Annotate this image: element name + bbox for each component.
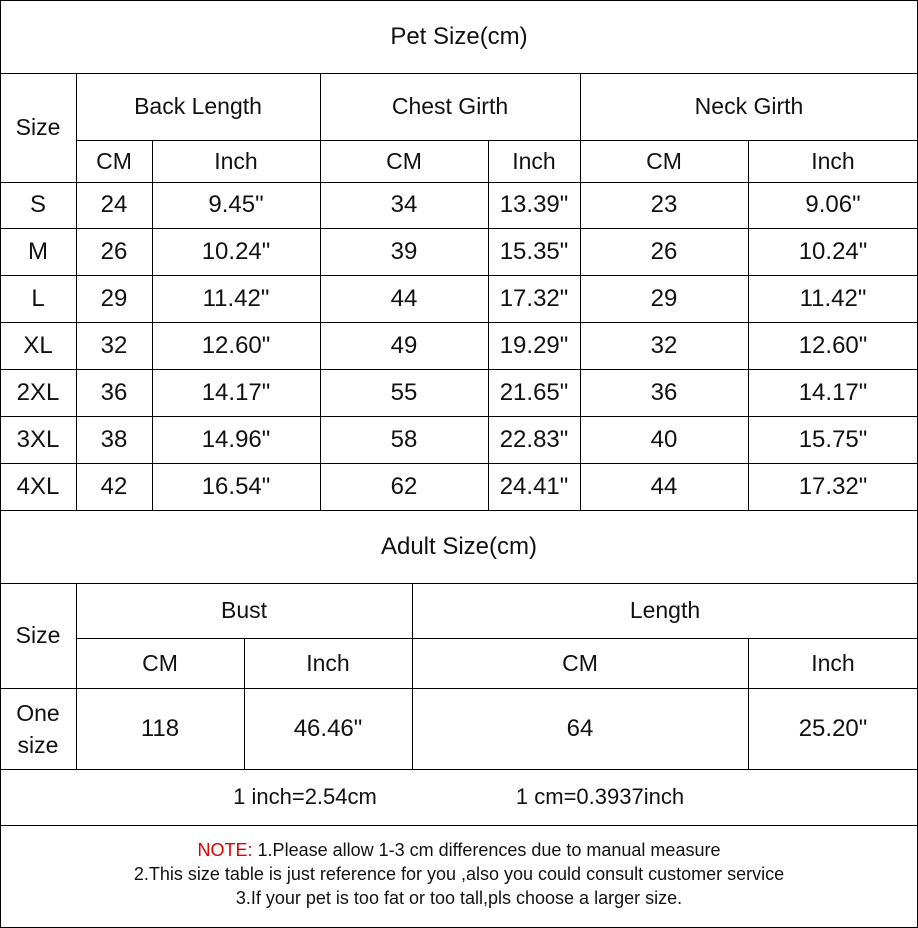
table-cell: 14.17"	[798, 378, 868, 406]
size-label: 4XL	[16, 472, 60, 500]
table-cell: 10.24"	[798, 237, 868, 265]
table-cell: 42	[100, 472, 128, 500]
neck-girth-header: Neck Girth	[694, 93, 804, 119]
unit-header: CM	[646, 147, 682, 174]
table-cell: 14.96"	[201, 425, 271, 453]
size-label: XL	[23, 331, 53, 359]
table-cell: 13.39"	[499, 191, 569, 218]
size-label: 3XL	[16, 425, 60, 453]
length-header: Length	[629, 597, 701, 623]
table-cell: 55	[390, 378, 418, 406]
conversion-inch-to-cm: 1 inch=2.54cm	[233, 784, 377, 809]
table-cell: 34	[390, 191, 418, 218]
unit-header: Inch	[811, 649, 855, 676]
table-cell: 15.75"	[798, 425, 868, 453]
table-cell: 11.42"	[799, 284, 867, 312]
table-cell: 19.29"	[499, 331, 569, 359]
table-cell: 29	[100, 284, 128, 312]
table-cell: 21.65"	[499, 378, 569, 406]
table-cell: 29	[650, 284, 678, 312]
chest-girth-header: Chest Girth	[391, 93, 509, 119]
note-line-3: 3.If your pet is too fat or too tall,pls choose a larger size.	[235, 888, 683, 908]
unit-header: Inch	[214, 147, 258, 174]
table-cell: 118	[140, 714, 180, 742]
back-length-header: Back Length	[134, 93, 262, 119]
unit-header: CM	[142, 649, 178, 676]
pet-size-title: Pet Size(cm)	[390, 22, 528, 50]
table-cell: 9.06"	[805, 191, 861, 218]
table-cell: 40	[650, 425, 678, 453]
note-text: 1.Please allow 1-3 cm differences due to manual measure	[252, 840, 721, 860]
table-cell: 17.32"	[499, 284, 569, 312]
table-cell: 44	[650, 472, 678, 500]
table-cell: 62	[390, 472, 418, 500]
pet-size-header: Size	[15, 114, 61, 140]
size-label: L	[31, 284, 45, 312]
table-cell: 12.60"	[798, 331, 868, 359]
table-cell: 23	[650, 191, 678, 218]
bust-header: Bust	[220, 597, 268, 623]
table-cell: 36	[100, 378, 128, 406]
table-cell: 12.60"	[201, 331, 271, 359]
table-cell: 24.41"	[499, 472, 569, 500]
size-label: S	[29, 191, 46, 218]
adult-size-header: Size	[15, 622, 61, 648]
table-cell: 39	[390, 237, 418, 265]
table-cell: 25.20"	[798, 714, 868, 742]
unit-header: Inch	[306, 649, 350, 676]
table-cell: 49	[390, 331, 418, 359]
note-label: NOTE:	[197, 840, 253, 860]
table-cell: 17.32"	[798, 472, 868, 500]
table-cell: 22.83"	[499, 425, 569, 453]
table-cell: 9.45"	[208, 191, 264, 218]
conversion-cm-to-inch: 1 cm=0.3937inch	[515, 784, 685, 809]
table-cell: 58	[390, 425, 418, 453]
unit-header: CM	[562, 649, 598, 676]
table-cell: 38	[100, 425, 128, 453]
table-cell: 14.17"	[201, 378, 271, 406]
unit-header: CM	[386, 147, 422, 174]
size-label: M	[28, 237, 48, 265]
table-cell: 32	[650, 331, 678, 359]
one-size-label: One size	[16, 699, 60, 758]
table-cell: 64	[566, 714, 594, 742]
table-cell: 44	[390, 284, 418, 312]
size-label: 2XL	[16, 378, 60, 406]
table-cell: 10.24"	[201, 237, 271, 265]
adult-size-title: Adult Size(cm)	[380, 532, 538, 560]
table-cell: 26	[100, 237, 128, 265]
table-cell: 24	[100, 191, 128, 218]
table-cell: 11.42"	[202, 284, 270, 312]
unit-header: Inch	[811, 147, 855, 174]
notes	[0, 838, 918, 918]
note-line-2: 2.This size table is just reference for you ,also you could consult customer service	[133, 864, 785, 884]
note-line-1	[0, 838, 918, 862]
table-cell: 46.46"	[293, 714, 363, 742]
table-cell: 36	[650, 378, 678, 406]
table-cell: 15.35"	[499, 237, 569, 265]
table-cell: 32	[100, 331, 128, 359]
unit-header: CM	[96, 147, 132, 174]
unit-header: Inch	[512, 147, 556, 174]
table-cell: 26	[650, 237, 678, 265]
table-cell: 16.54"	[201, 472, 271, 500]
